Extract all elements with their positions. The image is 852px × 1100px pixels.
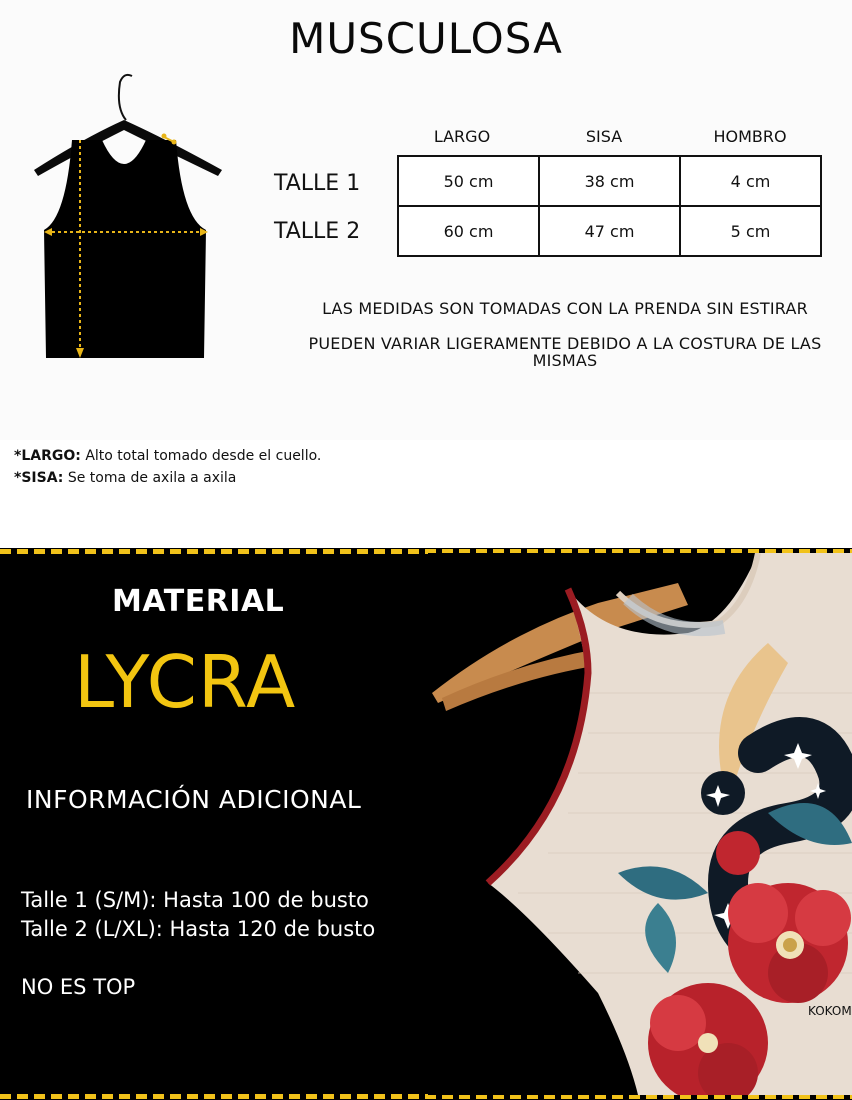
definitions: [14, 445, 321, 489]
col-header-hombro: HOMBRO: [713, 127, 787, 146]
col-header-largo: LARGO: [433, 127, 491, 146]
measurement-note: LAS MEDIDAS SON TOMADAS CON LA PRENDA SIN ESTIRAR: [322, 299, 808, 318]
page-title: MUSCULOSA: [289, 14, 563, 63]
info-heading: INFORMACIÓN ADICIONAL: [26, 785, 362, 814]
col-header-sisa: SISA: [585, 127, 623, 146]
product-photo: [428, 553, 852, 1095]
size-table: [397, 155, 822, 257]
tank-top-silhouette: [44, 140, 206, 358]
table-row: [398, 156, 821, 206]
row-label-talle-1: TALLE 1: [274, 171, 361, 196]
table-cell: 4 cm: [680, 156, 821, 206]
material-value: LYCRA: [74, 640, 297, 724]
talle-2-info: Talle 2 (L/XL): Hasta 120 de busto: [21, 917, 376, 941]
photo-brand: KOKOM: [808, 1004, 852, 1018]
variation-note-line2: MISMAS: [532, 351, 598, 370]
variation-note: [280, 335, 850, 369]
shirt-diagram: [24, 68, 229, 368]
definition-sisa: *SISA: Se toma de axila a axila: [14, 470, 237, 486]
row-label-talle-2: TALLE 2: [274, 219, 361, 244]
talle-1-info: Talle 1 (S/M): Hasta 100 de busto: [21, 888, 369, 912]
table-cell: 5 cm: [680, 206, 821, 256]
hanger-hook-icon: [119, 75, 132, 120]
definition-largo: *LARGO: Alto total tomado desde el cuello.: [14, 448, 322, 464]
table-row: [398, 206, 821, 256]
no-top-note: NO ES TOP: [21, 975, 136, 999]
table-cell: 50 cm: [398, 156, 539, 206]
variation-note-line1: PUEDEN VARIAR LIGERAMENTE DEBIDO A LA COSTURA DE LAS: [308, 334, 822, 353]
table-cell: 47 cm: [539, 206, 680, 256]
material-heading: MATERIAL: [112, 584, 285, 619]
table-cell: 38 cm: [539, 156, 680, 206]
table-cell: 60 cm: [398, 206, 539, 256]
